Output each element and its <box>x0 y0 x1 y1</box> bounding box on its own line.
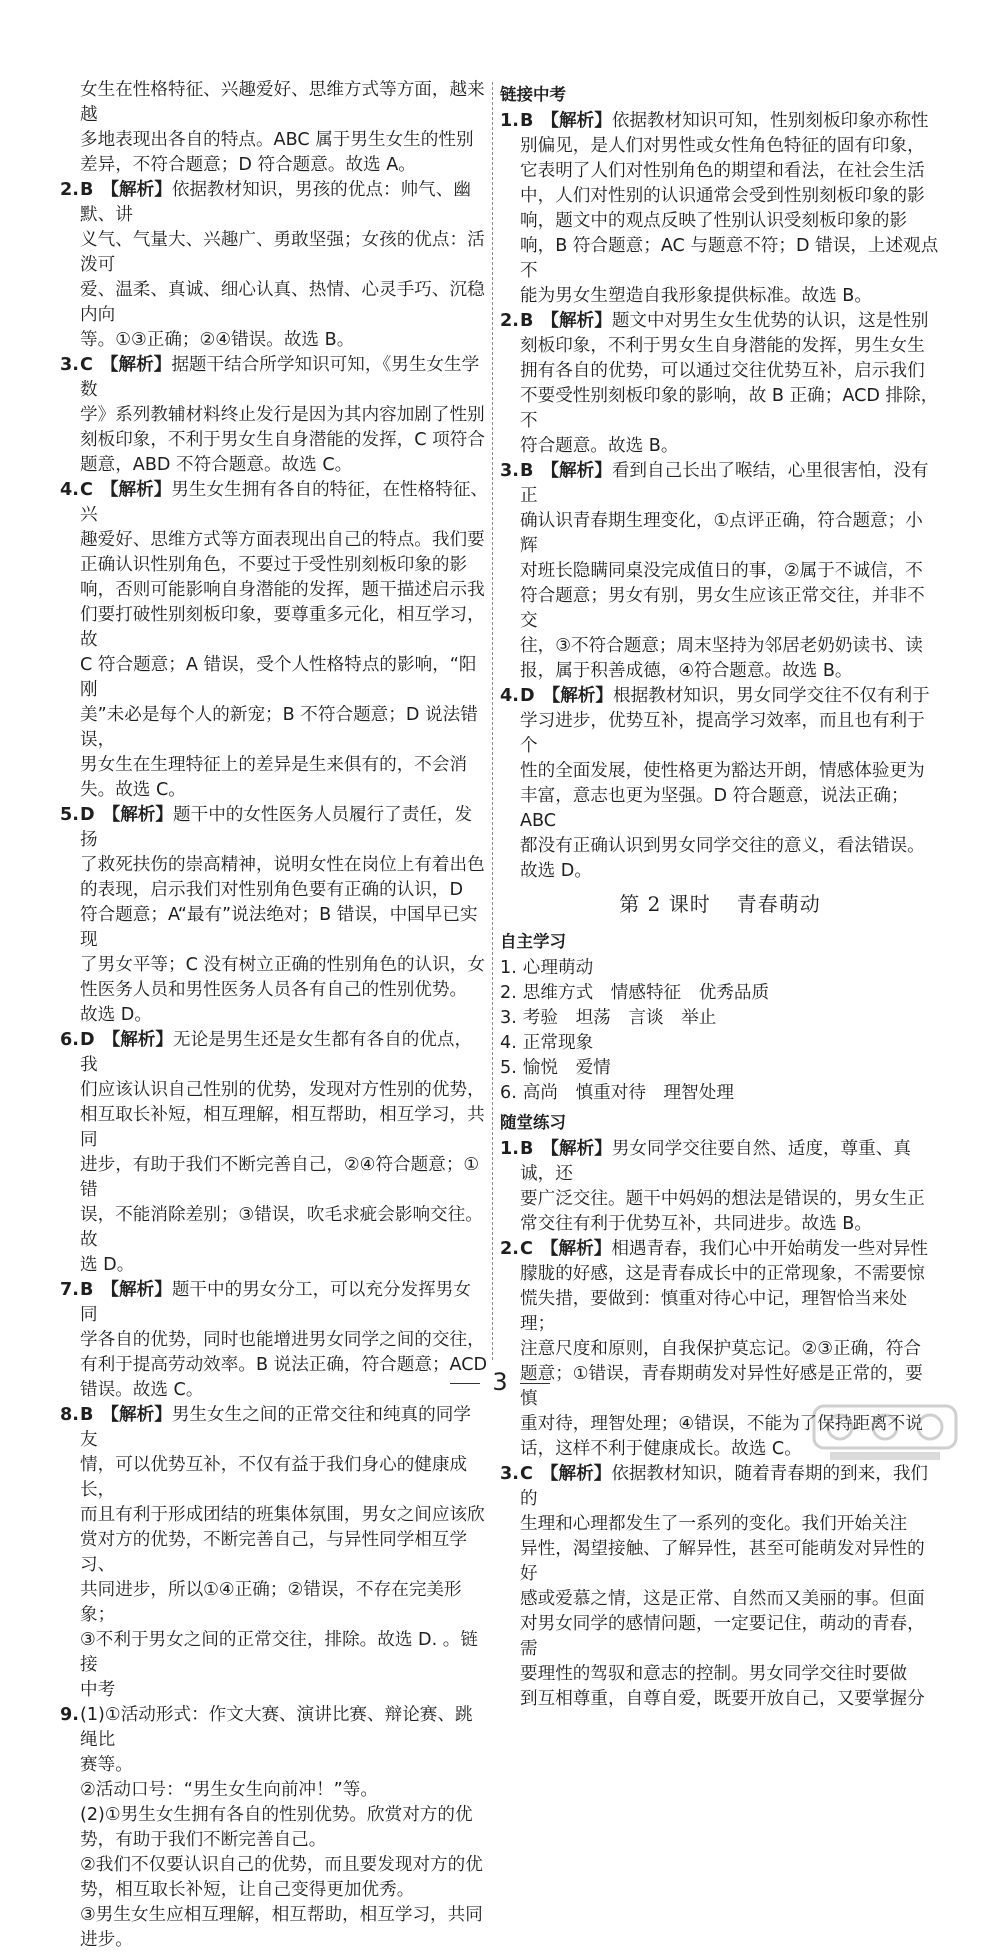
text-line <box>80 1278 488 1328</box>
item-number: 4. <box>500 686 519 706</box>
column-divider <box>492 82 493 1360</box>
text-line <box>520 109 940 134</box>
self-study-item-6 <box>500 1081 940 1106</box>
text-line: 学》系列教辅材料终止发行是因为其内容加剧了性别 <box>80 405 485 425</box>
text-line: 确认识青春期生理变化，①点评正确，符合题意；小辉 <box>520 511 923 556</box>
answer-item-1 <box>60 178 488 353</box>
text-line: 不要受性别刻板印象的影响，故 B 正确；ACD 排除，不 <box>520 386 939 431</box>
answer-letter: C <box>520 1464 533 1484</box>
analysis-text: 依据教材知识可知，性别刻板印象亦称性 <box>611 111 929 131</box>
text-line: 义气、气量大、兴趣广、勇敢坚强；女孩的优点：活泼可 <box>80 230 485 275</box>
item-number: 8. <box>60 1405 79 1425</box>
analysis-text: 题干中的女性医务人员履行了责任，发扬 <box>80 805 473 850</box>
text-line: 符合题意；A“最有”说法绝对；B 错误，中国早已实现 <box>80 905 478 950</box>
answer-letter: B <box>520 461 534 481</box>
item-number: 3. <box>500 461 519 481</box>
text-line: 响，否则可能影响自身潜能的发挥，题干描述启示我 <box>80 580 485 600</box>
self-study-item-5 <box>500 1056 940 1081</box>
item-number: 4. <box>500 1033 517 1053</box>
text-line: 共同进步，所以①④正确；②错误，不存在完美形象； <box>80 1580 462 1625</box>
text-line: 响，B 符合题意；AC 与题意不符；D 错误，上述观点不 <box>520 236 939 281</box>
item-number: 3. <box>60 355 79 375</box>
answer-letter: D <box>80 1030 95 1050</box>
text-line: 而且有利于形成团结的班集体氛围，男女之间应该欣 <box>80 1505 485 1525</box>
text-line: 们应该认识自己性别的优势，发现对方性别的优势， <box>80 1080 485 1100</box>
answer-letter: D <box>80 805 95 825</box>
text-line <box>520 309 940 334</box>
self-study-item-4 <box>500 1031 940 1056</box>
text-line: 相互取长补短，相互理解，相互帮助，相互学习，共同 <box>80 1105 485 1150</box>
text-line: 势，有助于我们不断完善自己。 <box>80 1830 327 1850</box>
text-line: 赏对方的优势，不断完善自己，与异性同学相互学习、 <box>80 1530 468 1575</box>
answer-letter: B <box>520 111 534 131</box>
answer-text: 思维方式 情感特征 优秀品质 <box>522 983 770 1003</box>
item-number: 5. <box>500 1058 517 1078</box>
item-number: 3. <box>500 1008 517 1028</box>
text-line: 女生在性格特征、兴趣爱好、思维方式等方面，越来越 <box>80 80 485 125</box>
text-line <box>80 353 488 403</box>
text-line: 符合题意。故选 B。 <box>520 436 679 456</box>
analysis-tag: 【解析】 <box>541 311 612 331</box>
text-line: 性的全面发展，使性格更为豁达开朗，情感体验更为 <box>520 761 925 781</box>
analysis-text: 看到自己长出了喉结，心里很害怕，没有正 <box>520 461 929 506</box>
text-line: 往，③不符合题意；周末坚持为邻居老奶奶读书、读 <box>520 636 923 656</box>
text-line: 进步。 <box>80 1930 133 1950</box>
text-line: 感或爱慕之情，这是正常、自然而又美丽的事。但面 <box>520 1589 925 1609</box>
text-line: 美”未必是每个人的新宠；B 不符合题意；D 说法错误， <box>80 705 478 750</box>
text-line: 话，这样不利于健康成长。故选 C。 <box>520 1439 802 1459</box>
text-line <box>520 684 940 709</box>
text-line <box>80 1028 488 1078</box>
item-number: 5. <box>60 805 79 825</box>
text-line: 丰富，意志也更为坚强。D 符合题意，说法正确；ABC <box>520 786 909 831</box>
answer-item-7 <box>60 1403 488 1703</box>
answer-letter: B <box>520 311 534 331</box>
text-line: 要广泛交往。题干中妈妈的想法是错误的，男女生正 <box>520 1189 925 1209</box>
text-line: 刻板印象，不利于男女生自身潜能的发挥，C 项符合 <box>80 430 485 450</box>
exam-item-1 <box>500 109 940 309</box>
text-line: 势，相互取长补短，让自己变得更加优秀。 <box>80 1880 415 1900</box>
text-line: 重对待，理智处理；④错误，不能为了保持距离不说 <box>520 1414 923 1434</box>
answer-item-5 <box>60 1028 488 1278</box>
text-line: 的表现，启示我们对性别角色要有正确的认识，D <box>80 880 464 900</box>
analysis-tag: 【解析】 <box>100 480 172 500</box>
left-column <box>60 78 488 1953</box>
text-line: 符合题意；男女有别，男女生应该正常交往，并非不交 <box>520 586 925 631</box>
analysis-text: 依据教材知识，男孩的优点：帅气、幽默、讲 <box>80 180 471 225</box>
answer-letter: D <box>520 686 535 706</box>
text-line: 到互相尊重，自尊自爱，既要开放自己，又要掌握分 <box>520 1689 925 1709</box>
analysis-text: 无论是男生还是女生都有各自的优点，我 <box>80 1030 473 1075</box>
text-line: 刻板印象，不利于男女生自身潜能的发挥，男生女生 <box>520 336 925 356</box>
exam-item-4 <box>500 684 940 884</box>
answer-letter: B <box>520 1139 534 1159</box>
analysis-tag: 【解析】 <box>542 686 613 706</box>
lesson-title <box>500 892 940 917</box>
analysis-tag: 【解析】 <box>101 1280 172 1300</box>
answer-item-9 <box>60 1703 488 1953</box>
item-number: 6. <box>500 1083 517 1103</box>
answer-letter: C <box>520 1239 533 1259</box>
text-line: 能为男女生塑造自我形象提供标准。故选 B。 <box>520 286 872 306</box>
analysis-text: 男生女生拥有各自的特征，在性格特征、兴 <box>80 480 489 525</box>
answer-letter: C <box>80 355 93 375</box>
answer-letter: B <box>80 1405 94 1425</box>
item-number: 7. <box>60 1280 79 1300</box>
self-study-item-2 <box>500 981 940 1006</box>
answer-text: 考验 坦荡 言谈 举止 <box>522 1008 717 1028</box>
text-line: 等。①③正确；②④错误。故选 B。 <box>80 330 355 350</box>
text-line: ②活动口号：“男生女生向前冲！”等。 <box>80 1780 378 1800</box>
item-number: 3. <box>500 1464 519 1484</box>
item-number: 2. <box>500 983 517 1003</box>
analysis-text: 男生女生之间的正常交往和纯真的同学友 <box>80 1405 471 1450</box>
text-line: ③不利于男女之间的正常交往，排除。故选 D. 。链接 <box>80 1630 478 1675</box>
text-line: 题意，ABD 不符合题意。故选 C。 <box>80 455 353 475</box>
answer-letter: B <box>80 1280 94 1300</box>
text-line: 了救死扶伤的崇高精神，说明女性在岗位上有着出色 <box>80 855 485 875</box>
text-line: 正确认识性别角色，不要过于受性别刻板印象的影 <box>80 555 468 575</box>
answer-item-2 <box>60 353 488 478</box>
analysis-tag: 【解析】 <box>541 461 612 481</box>
analysis-tag: 【解析】 <box>102 805 173 825</box>
text-line: 报，属于积善成德，④符合题意。故选 B。 <box>520 661 853 681</box>
text-line: 中考 <box>80 1680 116 1700</box>
text-line: 响，题文中的观点反映了性别认识受刻板印象的影 <box>520 211 908 231</box>
item-number: 2. <box>500 1239 519 1259</box>
text-line: 们要打破性别刻板印象，要尊重多元化，相互学习，故 <box>80 605 485 650</box>
self-study-item-1 <box>500 956 940 981</box>
section-title-practice: 随堂练习 <box>500 1113 566 1132</box>
text-line: 失。故选 C。 <box>80 780 186 800</box>
text-line: 了男女平等；C 没有树立正确的性别角色的认识，女 <box>80 955 485 975</box>
text-line: 故选 D。 <box>80 1005 152 1025</box>
practice-item-1 <box>500 1137 940 1237</box>
item-number: 4. <box>60 480 79 500</box>
text-line: 错误。故选 C。 <box>80 1380 204 1400</box>
answer-text: 愉悦 爱情 <box>522 1058 611 1078</box>
text-line: 赛等。 <box>80 1755 133 1775</box>
text-line: 对班长隐瞒同桌没完成值日的事，②属于不诚信，不 <box>520 561 923 581</box>
answer-item-3 <box>60 478 488 803</box>
text-line: 朦胧的好感，这是青春成长中的正常现象，不需要惊 <box>520 1264 925 1284</box>
item-number: 2. <box>500 311 519 331</box>
text-line: 都没有正确认识到男女同学交往的意义，看法错误。 <box>520 836 925 856</box>
text-line: 男女生在生理特征上的差异是生来俱有的，不会消 <box>80 755 468 775</box>
analysis-text: 题文中对男生女生优势的认识，这是性别 <box>611 311 929 331</box>
text-line: (2)①男生女生拥有各自的性别优势。欣赏对方的优 <box>80 1805 473 1825</box>
text-line <box>520 1137 940 1187</box>
page-number-dash <box>450 1383 480 1384</box>
text-line: 情，可以优势互补，不仅有益于我们身心的健康成长， <box>80 1455 468 1500</box>
text-line: 异性，渴望接触、了解异性，甚至可能萌发对异性的好 <box>520 1539 925 1584</box>
analysis-text: 根据教材知识，男女同学交往不仅有利于 <box>613 686 930 706</box>
text-line: 故选 D。 <box>520 861 592 881</box>
item-number: 6. <box>60 1030 79 1050</box>
item-number: 9. <box>60 1705 79 1725</box>
text-line: 题意；①错误，青春期萌发对异性好感是正常的，要慎 <box>520 1364 923 1409</box>
text-line: 别偏见，是人们对男性或女性角色特征的固有印象， <box>520 136 925 156</box>
lesson-name: 青春萌动 <box>736 892 821 916</box>
analysis-text: 据题干结合所学知识可知，《男生女生学数 <box>80 355 480 400</box>
right-column <box>500 78 940 1712</box>
text-line: 注意尺度和原则，自我保护莫忘记。②③正确，符合 <box>520 1339 922 1359</box>
text-line: 拥有各自的优势，可以通过交往优势互补，启示我们 <box>520 361 925 381</box>
text-line: 生理和心理都发生了一系列的变化。我们开始关注 <box>520 1514 908 1534</box>
text-line: 有利于提高劳动效率。B 说法正确，符合题意；ACD <box>80 1355 488 1375</box>
intro-paragraph <box>60 78 488 178</box>
analysis-tag: 【解析】 <box>540 1239 612 1259</box>
analysis-tag: 【解析】 <box>541 1139 612 1159</box>
text-line: 要理性的驾驭和意志的控制。男女同学交往时要做 <box>520 1664 908 1684</box>
analysis-tag: 【解析】 <box>102 1030 173 1050</box>
text-line: C 符合题意；A 错误，受个人性格特点的影响，“阳刚 <box>80 655 477 700</box>
practice-item-3 <box>500 1462 940 1712</box>
answer-text: 正常现象 <box>522 1033 594 1053</box>
text-line <box>520 459 940 509</box>
analysis-tag: 【解析】 <box>100 355 172 375</box>
text-line: 学各自的优势，同时也能增进男女同学之间的交往， <box>80 1330 485 1350</box>
analysis-text: 相遇青春，我们心中开始萌发一些对异性 <box>611 1239 929 1259</box>
analysis-text: 男女同学交往要自然、适度，尊重、真诚，还 <box>520 1139 911 1184</box>
analysis-tag: 【解析】 <box>541 111 612 131</box>
text-line <box>80 803 488 853</box>
section-title-link-exam: 链接中考 <box>500 85 566 104</box>
answer-letter: B <box>80 180 94 200</box>
analysis-text: 题干中的男女分工，可以充分发挥男女同 <box>80 1280 471 1325</box>
section-title-self-study: 自主学习 <box>500 932 566 951</box>
exam-item-2 <box>500 309 940 459</box>
answer-text: 心理萌动 <box>522 958 594 978</box>
text-line <box>80 478 488 528</box>
text-line: 差异，不符合题意；D 符合题意。故选 A。 <box>80 155 416 175</box>
text-line: (1)①活动形式：作文大赛、演讲比赛、辩论赛、跳绳比 <box>80 1705 473 1750</box>
text-line: 性医务人员和男性医务人员各有自己的性别优势。 <box>80 980 468 1000</box>
text-line: 中，人们对性别的认识通常会受到性别刻板印象的影 <box>520 186 925 206</box>
analysis-tag: 【解析】 <box>540 1464 612 1484</box>
text-line <box>520 1237 940 1262</box>
exam-item-3 <box>500 459 940 684</box>
answer-text: 高尚 慎重对待 理智处理 <box>522 1083 734 1103</box>
text-line: 趣爱好、思维方式等方面表现出自己的特点。我们要 <box>80 530 485 550</box>
item-number: 1. <box>500 958 517 978</box>
text-line <box>80 1403 488 1453</box>
text-line: 进步，有助于我们不断完善自己，②④符合题意；①错 <box>80 1155 480 1200</box>
text-line: 选 D。 <box>80 1255 135 1275</box>
text-line: 它表明了人们对性别角色的期望和看法，在社会生活 <box>520 161 925 181</box>
text-line: 学习进步，优势互补，提高学习效率，而且也有利于个 <box>520 711 925 756</box>
self-study-item-3 <box>500 1006 940 1031</box>
text-line: 常交往有利于优势互补，共同进步。故选 B。 <box>520 1214 872 1234</box>
page-number-dash <box>520 1383 550 1384</box>
item-number: 1. <box>500 1139 519 1159</box>
text-line: 慌失措，要做到：慎重对待心中记，理智恰当来处理； <box>520 1289 908 1334</box>
text-line: 对男女同学的感情问题，一定要记住，萌动的青春，需 <box>520 1614 925 1659</box>
text-line <box>520 1462 940 1512</box>
analysis-text: 依据教材知识，随着青春期的到来，我们的 <box>520 1464 929 1509</box>
analysis-tag: 【解析】 <box>101 1405 172 1425</box>
lesson-number: 第 2 课时 <box>619 892 711 916</box>
item-number: 1. <box>500 111 519 131</box>
item-number: 2. <box>60 180 79 200</box>
text-line: ③男生女生应相互理解，相互帮助，相互学习，共同 <box>80 1905 483 1925</box>
text-line <box>80 178 488 228</box>
page-number <box>0 1368 1000 1396</box>
text-line: 误，不能消除差别；③错误，吹毛求疵会影响交往。故 <box>80 1205 483 1250</box>
text-line: ②我们不仅要认识自己的优势，而且要发现对方的优 <box>80 1855 483 1875</box>
page-number-text: 3 <box>492 1368 508 1396</box>
analysis-tag: 【解析】 <box>101 180 172 200</box>
text-line: 爱、温柔、真诚、细心认真、热情、心灵手巧、沉稳内向 <box>80 280 485 325</box>
answer-item-4 <box>60 803 488 1028</box>
watermark-logo <box>810 1400 960 1464</box>
text-line: 多地表现出各自的特点。ABC 属于男生女生的性别 <box>80 130 474 150</box>
answer-letter: C <box>80 480 93 500</box>
